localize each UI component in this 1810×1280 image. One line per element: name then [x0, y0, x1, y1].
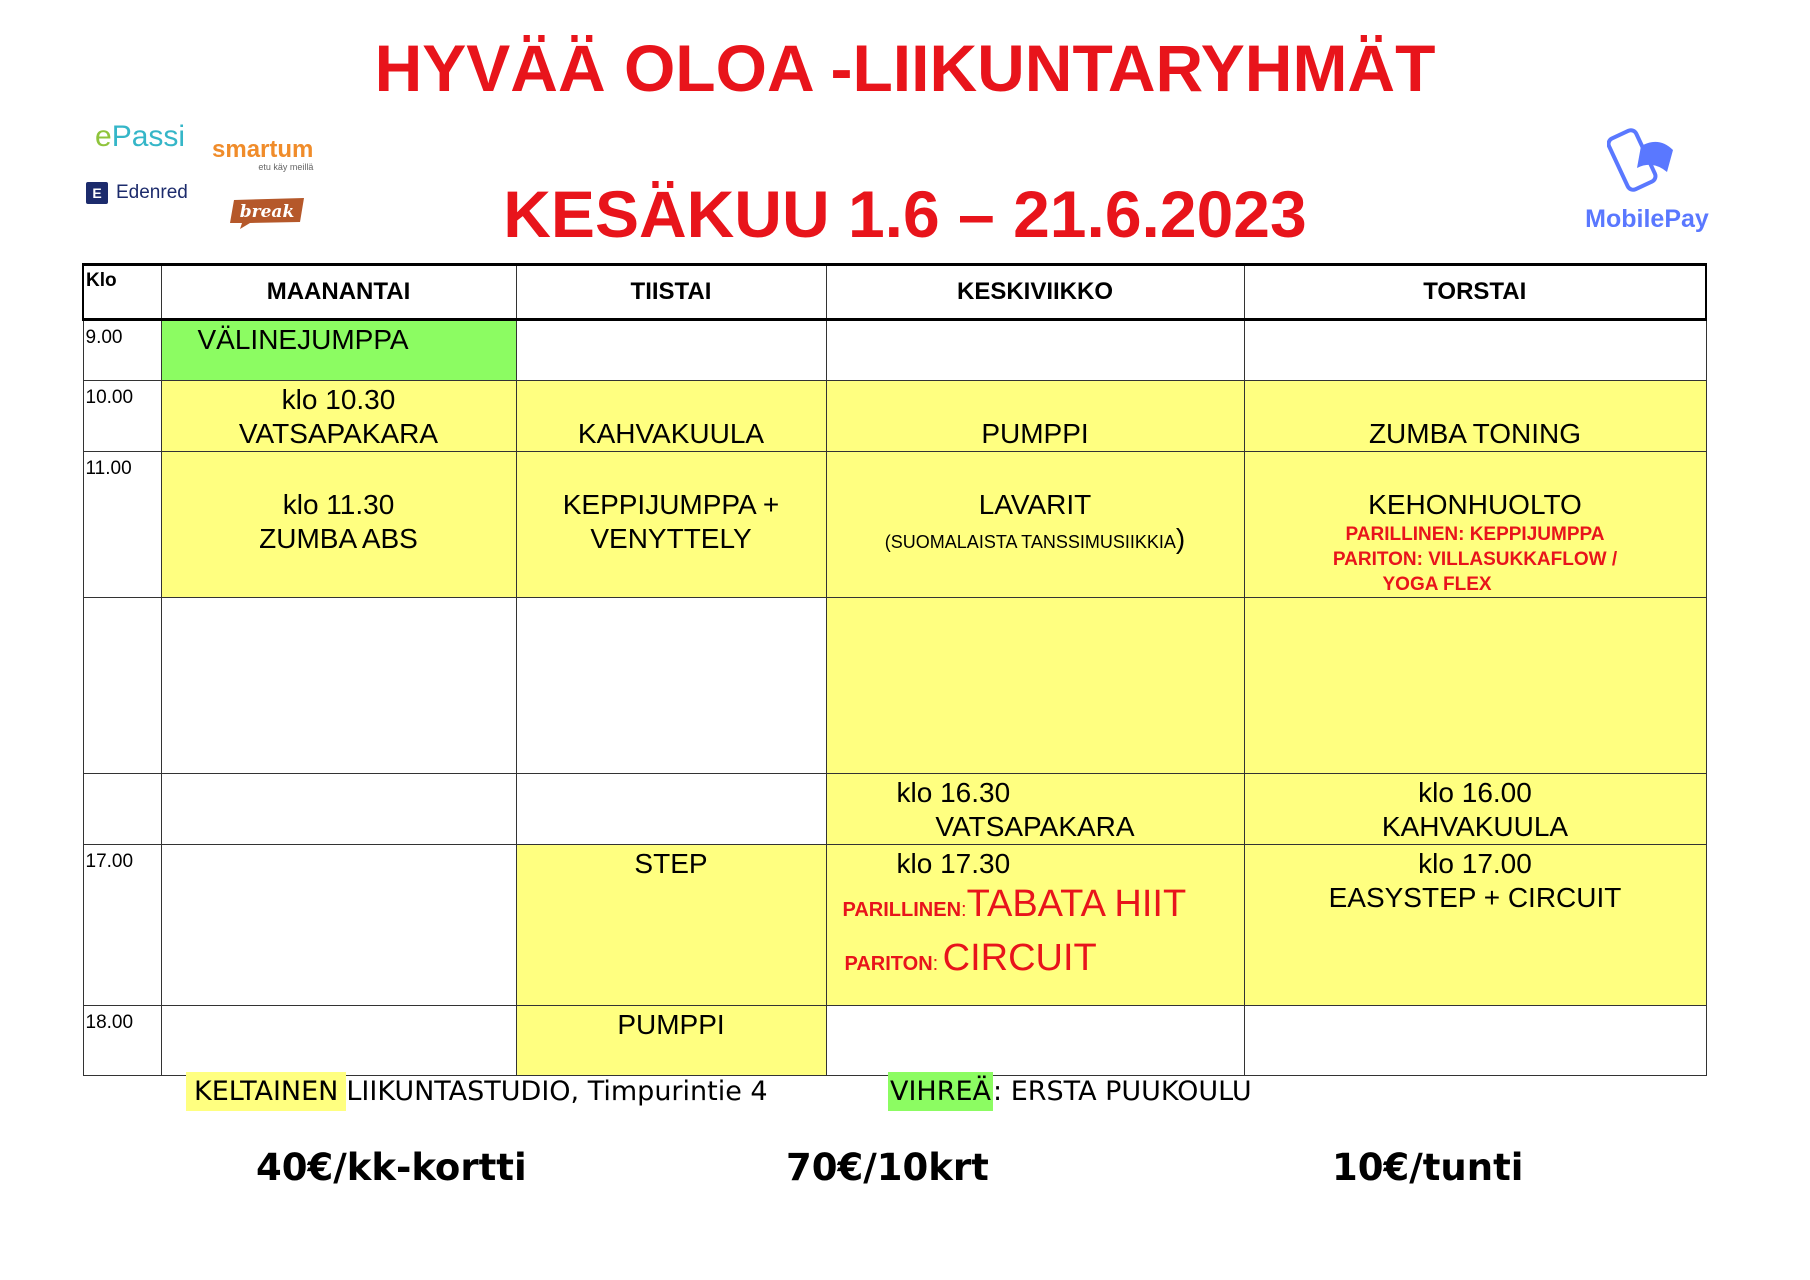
legend-green-swatch: VIHREÄ: [888, 1072, 993, 1111]
time-cell: [83, 598, 161, 774]
class-cell-thu-17: [1244, 845, 1706, 1006]
time-cell: 9.00: [83, 320, 161, 381]
empty-cell: [161, 845, 516, 1006]
table-row: [83, 845, 1706, 1006]
class-cell-tue-11: [516, 452, 826, 598]
legend-green-text: : ERSTA PUUKOULU: [993, 1076, 1252, 1107]
empty-cell: [516, 320, 826, 381]
legend-green: [888, 1076, 1252, 1107]
class-cell-thu-11: [1244, 452, 1706, 598]
mobilepay-phone-icon: [1607, 126, 1687, 198]
page-title: HYVÄÄ OLOA -LIIKUNTARYHMÄT: [374, 31, 1436, 105]
time-cell: 11.00: [83, 452, 161, 598]
class-cell-tue-18: [516, 1006, 826, 1076]
table-row: [83, 320, 1706, 381]
table-row: [83, 1006, 1706, 1076]
price-monthly: 40€/kk-kortti: [256, 1146, 527, 1189]
class-time: klo 16.00: [1418, 777, 1532, 808]
table-row: [83, 598, 1706, 774]
page-subtitle: KESÄKUU 1.6 – 21.6.2023: [503, 177, 1307, 251]
col-header-monday: MAANANTAI: [161, 265, 516, 320]
time-cell: 17.00: [83, 845, 161, 1006]
table-row: [83, 452, 1706, 598]
class-name: PUMPPI: [617, 1009, 725, 1040]
empty-cell: [826, 320, 1244, 381]
empty-cell: [1244, 598, 1706, 774]
table-row: [83, 381, 1706, 452]
class-name: VATSAPAKARA: [238, 418, 439, 449]
mobilepay-logo: MobilePay: [1580, 126, 1714, 234]
class-cell-tue-10: [516, 381, 826, 452]
price-single: 10€/tunti: [1332, 1146, 1524, 1189]
class-cell-mon-11: [161, 452, 516, 598]
price-10-times: 70€/10krt: [786, 1146, 989, 1189]
class-name: STEP: [634, 848, 708, 879]
class-cell-mon-9: [161, 320, 516, 381]
class-name: ZUMBA ABS: [259, 523, 418, 554]
col-header-wednesday: KESKIVIIKKO: [826, 265, 1244, 320]
class-name: ZUMBA TONING: [1368, 418, 1582, 449]
class-time: klo 11.30: [282, 489, 395, 520]
class-name: KAHVAKUULA: [577, 418, 765, 449]
class-cell-wed-10: [826, 381, 1244, 452]
class-even-week: PARILLINEN: KEPPIJUMPPA: [1345, 524, 1605, 545]
class-time: klo 17.30: [896, 848, 1011, 879]
epassi-logo: ePassi: [95, 120, 186, 153]
class-odd-week: PARITON: CIRCUIT: [844, 937, 1097, 979]
table-row: [83, 774, 1706, 845]
class-name: KEHONHUOLTO: [1368, 489, 1582, 520]
empty-cell: [1244, 320, 1706, 381]
class-name-line2: VENYTTELY: [590, 523, 752, 554]
empty-cell: [516, 774, 826, 845]
table-header-row: [83, 265, 1706, 320]
class-time: klo 16.30: [896, 777, 1011, 808]
smartum-logo: smartum etu käy meillä: [212, 136, 314, 172]
empty-cell: [826, 598, 1244, 774]
class-odd-week-line2: YOGA FLEX: [1382, 574, 1492, 595]
empty-cell: [516, 598, 826, 774]
class-note: (SUOMALAISTA TANSSIMUSIIKKIA): [884, 523, 1186, 554]
class-even-week: PARILLINEN:TABATA HIIT: [842, 883, 1187, 925]
empty-cell: [161, 774, 516, 845]
class-cell-thu-16: [1244, 774, 1706, 845]
class-cell-wed-16: [826, 774, 1244, 845]
time-cell: 10.00: [83, 381, 161, 452]
legend-yellow: [186, 1076, 768, 1107]
empty-cell: [826, 1006, 1244, 1076]
schedule-table: [82, 263, 1707, 1076]
edenred-logo: E Edenred: [86, 182, 188, 204]
class-cell-wed-11: [826, 452, 1244, 598]
class-cell-thu-10: [1244, 381, 1706, 452]
class-time: klo 17.00: [1418, 848, 1532, 879]
empty-cell: [1244, 1006, 1706, 1076]
class-cell-tue-17: [516, 845, 826, 1006]
class-cell-mon-10: [161, 381, 516, 452]
class-odd-week: PARITON: VILLASUKKAFLOW /: [1332, 549, 1618, 570]
empty-cell: [161, 598, 516, 774]
svg-text:break: break: [239, 202, 295, 222]
col-header-klo: Klo: [83, 265, 161, 320]
empty-cell: [161, 1006, 516, 1076]
class-name: VÄLINEJUMPPA: [197, 324, 409, 355]
col-header-tuesday: TIISTAI: [516, 265, 826, 320]
class-name: VATSAPAKARA: [935, 811, 1135, 842]
time-cell: 18.00: [83, 1006, 161, 1076]
class-name: KEPPIJUMPPA +: [562, 489, 780, 520]
class-time: klo 10.30: [281, 384, 396, 415]
class-name: LAVARIT: [978, 489, 1092, 520]
class-name: KAHVAKUULA: [1381, 811, 1569, 842]
legend-yellow-text: LIIKUNTASTUDIO, Timpurintie 4: [346, 1076, 768, 1107]
class-name: PUMPPI: [981, 418, 1089, 449]
col-header-thursday: TORSTAI: [1244, 265, 1706, 320]
class-cell-wed-17: [826, 845, 1244, 1006]
class-name: EASYSTEP + CIRCUIT: [1328, 882, 1622, 913]
time-cell: [83, 774, 161, 845]
break-logo: [228, 196, 308, 230]
legend-yellow-swatch: KELTAINEN: [186, 1072, 346, 1111]
